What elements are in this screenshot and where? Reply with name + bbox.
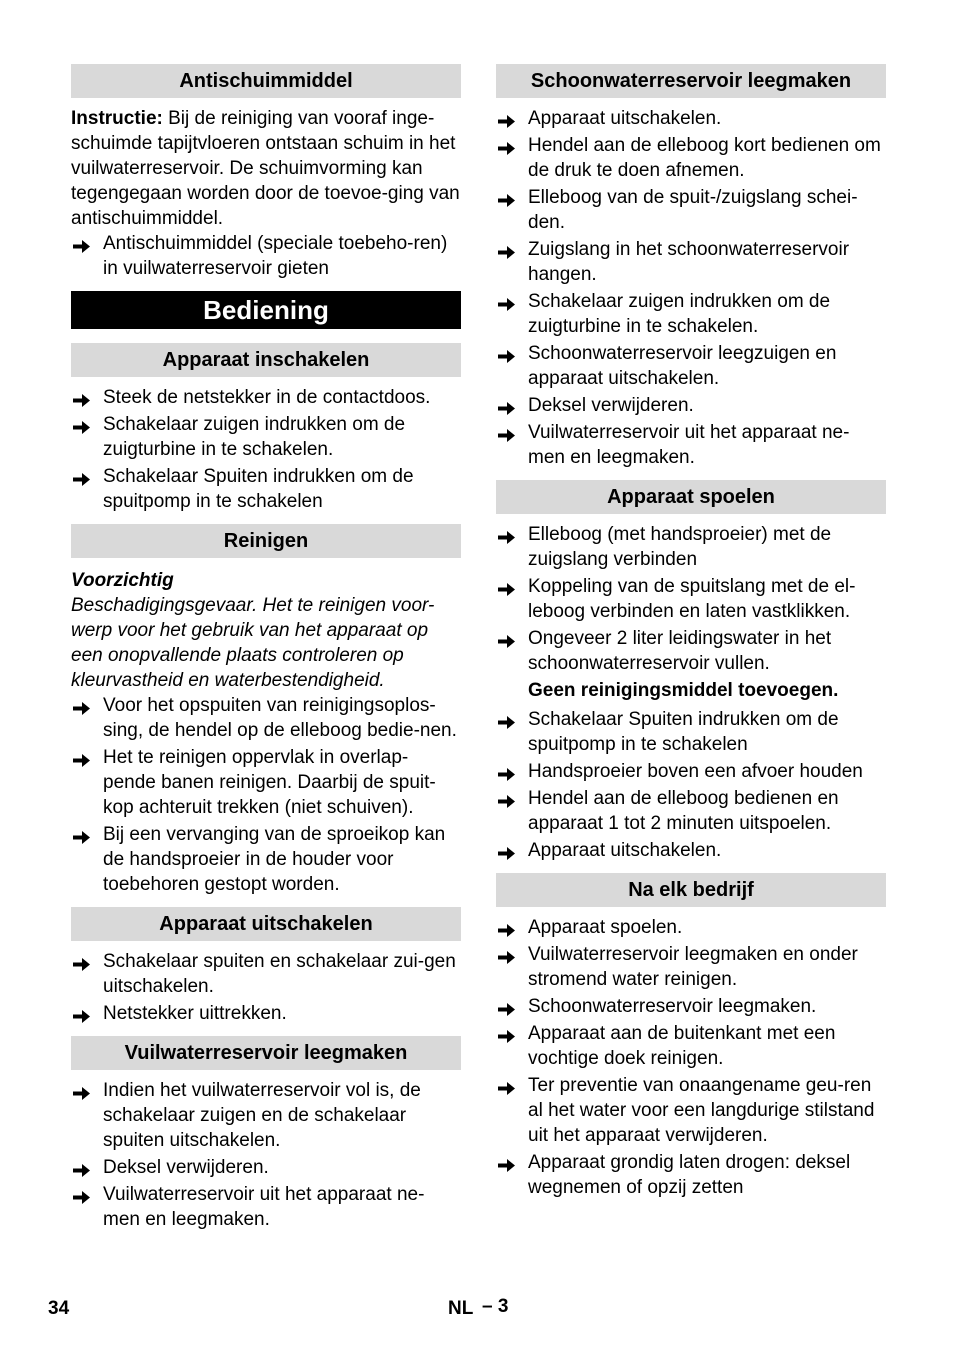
list-item-text: Koppeling van de spuitslang met de el-leboog verbinden en laten vastklikken. bbox=[528, 576, 856, 622]
arrow-right-icon bbox=[498, 1078, 515, 1093]
arrow-right-icon bbox=[73, 390, 90, 405]
instruction-text: Bij de reiniging van vooraf inge-schuimde tapijtvloeren ontstaan schuim in het vuilwaterreservoir. De schuimvorming kan tegengegaan worden door de toevoe-ging van antischuimmiddel. bbox=[71, 108, 460, 229]
arrow-right-icon bbox=[498, 579, 515, 594]
list-item bbox=[71, 385, 461, 410]
list-item bbox=[496, 393, 886, 418]
cleaning-list bbox=[71, 693, 461, 897]
arrow-right-icon bbox=[498, 1155, 515, 1170]
list-item bbox=[71, 1182, 461, 1232]
list-item-text: Deksel verwijderen. bbox=[103, 1157, 269, 1178]
list-item-text: Schoonwaterreservoir leegzuigen en apparaat uitschakelen. bbox=[528, 343, 837, 389]
section-heading-switch-off: Apparaat uitschakelen bbox=[71, 907, 461, 941]
list-item-text: Handsproeier boven een afvoer houden bbox=[528, 761, 863, 782]
list-item-text: Ongeveer 2 liter leidingswater in het schoonwaterreservoir vullen. bbox=[528, 628, 832, 674]
list-item bbox=[496, 1150, 886, 1200]
arrow-right-icon bbox=[498, 712, 515, 727]
list-item-text: Schoonwaterreservoir leegmaken. bbox=[528, 996, 817, 1017]
list-item bbox=[496, 185, 886, 235]
list-item bbox=[496, 106, 886, 131]
list-item-text: Apparaat spoelen. bbox=[528, 917, 683, 938]
arrow-right-icon bbox=[73, 1187, 90, 1202]
arrow-right-icon bbox=[73, 469, 90, 484]
list-item-text: Schakelaar zuigen indrukken om de zuigturbine in te schakelen. bbox=[528, 291, 831, 337]
arrow-right-icon bbox=[73, 698, 90, 713]
list-item-text: Elleboog (met handsproeier) met de zuigslang verbinden bbox=[528, 524, 832, 570]
list-item-text: Apparaat grondig laten drogen: deksel wegnemen of opzij zetten bbox=[528, 1152, 851, 1198]
arrow-right-icon bbox=[73, 417, 90, 432]
list-item bbox=[496, 759, 886, 784]
list-item-text: Hendel aan de elleboog kort bedienen om de druk te doen afnemen. bbox=[528, 135, 881, 181]
list-item-text: Hendel aan de elleboog bedienen en apparaat 1 tot 2 minuten uitspoelen. bbox=[528, 788, 839, 834]
list-item bbox=[71, 949, 461, 999]
arrow-right-icon bbox=[73, 1160, 90, 1175]
rinse-note: Geen reinigingsmiddel toevoegen. bbox=[528, 680, 839, 701]
list-item-text: Voor het opspuiten van reinigingsoplos-sing, de hendel op de elleboog bedie-nen. bbox=[103, 695, 457, 741]
arrow-right-icon bbox=[73, 236, 90, 251]
list-item bbox=[71, 1001, 461, 1026]
arrow-right-icon bbox=[73, 1006, 90, 1021]
rinse-list-b bbox=[496, 707, 886, 863]
list-item bbox=[71, 464, 461, 514]
list-item-text: Netstekker uittrekken. bbox=[103, 1003, 287, 1024]
arrow-right-icon bbox=[498, 294, 515, 309]
list-item bbox=[496, 522, 886, 572]
list-item bbox=[496, 915, 886, 940]
list-item bbox=[496, 994, 886, 1019]
list-item-text: Elleboog van de spuit-/zuigslang schei-den. bbox=[528, 187, 858, 233]
list-item-text: Vuilwaterreservoir uit het apparaat ne-men en leegmaken. bbox=[528, 422, 850, 468]
language-code: NL bbox=[448, 1298, 474, 1319]
list-item bbox=[71, 822, 461, 897]
list-item-text: Bij een vervanging van de sproeikop kan de handsproeier in de houder voor toebehoren gestopt worden. bbox=[103, 824, 446, 895]
antifoam-instruction bbox=[71, 106, 461, 231]
arrow-right-icon bbox=[498, 346, 515, 361]
arrow-right-icon bbox=[73, 750, 90, 765]
list-item bbox=[496, 289, 886, 339]
list-item bbox=[71, 412, 461, 462]
list-item bbox=[71, 231, 461, 281]
arrow-right-icon bbox=[73, 827, 90, 842]
list-item-text: Zuigslang in het schoonwaterreservoir hangen. bbox=[528, 239, 850, 285]
list-item-text: Vuilwaterreservoir leegmaken en onder stromend water reinigen. bbox=[528, 944, 858, 990]
empty-clean-list bbox=[496, 106, 886, 470]
right-column bbox=[496, 64, 886, 1210]
section-heading-after-use: Na elk bedrijf bbox=[496, 873, 886, 907]
arrow-right-icon bbox=[498, 527, 515, 542]
arrow-right-icon bbox=[73, 954, 90, 969]
list-item-text: Deksel verwijderen. bbox=[528, 395, 694, 416]
list-item-text: Indien het vuilwaterreservoir vol is, de schakelaar zuigen en de schakelaar spuiten uitschakelen. bbox=[103, 1080, 421, 1151]
chapter-heading-bediening: Bediening bbox=[71, 291, 461, 329]
caution-text: Beschadigingsgevaar. Het te reinigen voor-werp voor het gebruik van het apparaat op een onopvallende plaats controleren op kleurvastheid en waterbestendigheid. bbox=[71, 595, 435, 691]
list-item bbox=[496, 786, 886, 836]
list-item bbox=[496, 133, 886, 183]
list-item bbox=[71, 1078, 461, 1153]
arrow-right-icon bbox=[498, 843, 515, 858]
arrow-right-icon bbox=[498, 398, 515, 413]
list-item-text: Ter preventie van onaangename geu-ren al het water voor een langdurige stilstand uit het apparaat verwijderen. bbox=[528, 1075, 875, 1146]
list-item bbox=[496, 1073, 886, 1148]
arrow-right-icon bbox=[498, 190, 515, 205]
caution-label: Voorzichtig bbox=[71, 570, 174, 591]
list-item bbox=[496, 420, 886, 470]
list-item-text: Steek de netstekker in de contactdoos. bbox=[103, 387, 431, 408]
list-item-text: Schakelaar zuigen indrukken om de zuigturbine in te schakelen. bbox=[103, 414, 406, 460]
antifoam-list bbox=[71, 231, 461, 281]
list-item bbox=[496, 237, 886, 287]
empty-dirty-list bbox=[71, 1078, 461, 1232]
list-item-text: Apparaat uitschakelen. bbox=[528, 840, 722, 861]
page-number: 34 bbox=[48, 1298, 70, 1319]
section-heading-antifoam: Antischuimmiddel bbox=[71, 64, 461, 98]
arrow-right-icon bbox=[498, 111, 515, 126]
sub-page-number: – 3 bbox=[482, 1296, 509, 1317]
list-item-text: Schakelaar Spuiten indrukken om de spuitpomp in te schakelen bbox=[528, 709, 839, 755]
list-item bbox=[496, 341, 886, 391]
list-item bbox=[71, 1155, 461, 1180]
list-item bbox=[496, 707, 886, 757]
list-item bbox=[496, 942, 886, 992]
arrow-right-icon bbox=[498, 242, 515, 257]
left-column bbox=[71, 64, 461, 1242]
arrow-right-icon bbox=[498, 764, 515, 779]
section-heading-switch-on: Apparaat inschakelen bbox=[71, 343, 461, 377]
arrow-right-icon bbox=[498, 138, 515, 153]
section-heading-empty-dirty-tank: Vuilwaterreservoir leegmaken bbox=[71, 1036, 461, 1070]
section-heading-rinse: Apparaat spoelen bbox=[496, 480, 886, 514]
arrow-right-icon bbox=[498, 425, 515, 440]
section-heading-empty-clean-tank: Schoonwaterreservoir leegmaken bbox=[496, 64, 886, 98]
arrow-right-icon bbox=[73, 1083, 90, 1098]
switch-off-list bbox=[71, 949, 461, 1026]
arrow-right-icon bbox=[498, 999, 515, 1014]
after-use-list bbox=[496, 915, 886, 1200]
list-item bbox=[496, 838, 886, 863]
rinse-list-a bbox=[496, 522, 886, 676]
list-item-text: Apparaat aan de buitenkant met een vochtige doek reinigen. bbox=[528, 1023, 836, 1069]
list-item bbox=[71, 745, 461, 820]
list-item bbox=[496, 574, 886, 624]
arrow-right-icon bbox=[498, 791, 515, 806]
switch-on-list bbox=[71, 385, 461, 514]
arrow-right-icon bbox=[498, 631, 515, 646]
list-item-text: Het te reinigen oppervlak in overlap-pende banen reinigen. Daarbij de spuit-kop achteruit trekken (niet schuiven). bbox=[103, 747, 436, 818]
arrow-right-icon bbox=[498, 1026, 515, 1041]
section-heading-cleaning: Reinigen bbox=[71, 524, 461, 558]
list-item bbox=[496, 1021, 886, 1071]
list-item-text: Schakelaar spuiten en schakelaar zui-gen uitschakelen. bbox=[103, 951, 456, 997]
arrow-right-icon bbox=[498, 920, 515, 935]
list-item-text: Antischuimmiddel (speciale toebeho-ren) in vuilwaterreservoir gieten bbox=[103, 233, 448, 279]
list-item-text: Apparaat uitschakelen. bbox=[528, 108, 722, 129]
instruction-label: Instructie: bbox=[71, 108, 163, 129]
list-item bbox=[71, 693, 461, 743]
list-item bbox=[496, 626, 886, 676]
list-item-text: Vuilwaterreservoir uit het apparaat ne-men en leegmaken. bbox=[103, 1184, 425, 1230]
arrow-right-icon bbox=[498, 947, 515, 962]
list-item-text: Schakelaar Spuiten indrukken om de spuitpomp in te schakelen bbox=[103, 466, 414, 512]
